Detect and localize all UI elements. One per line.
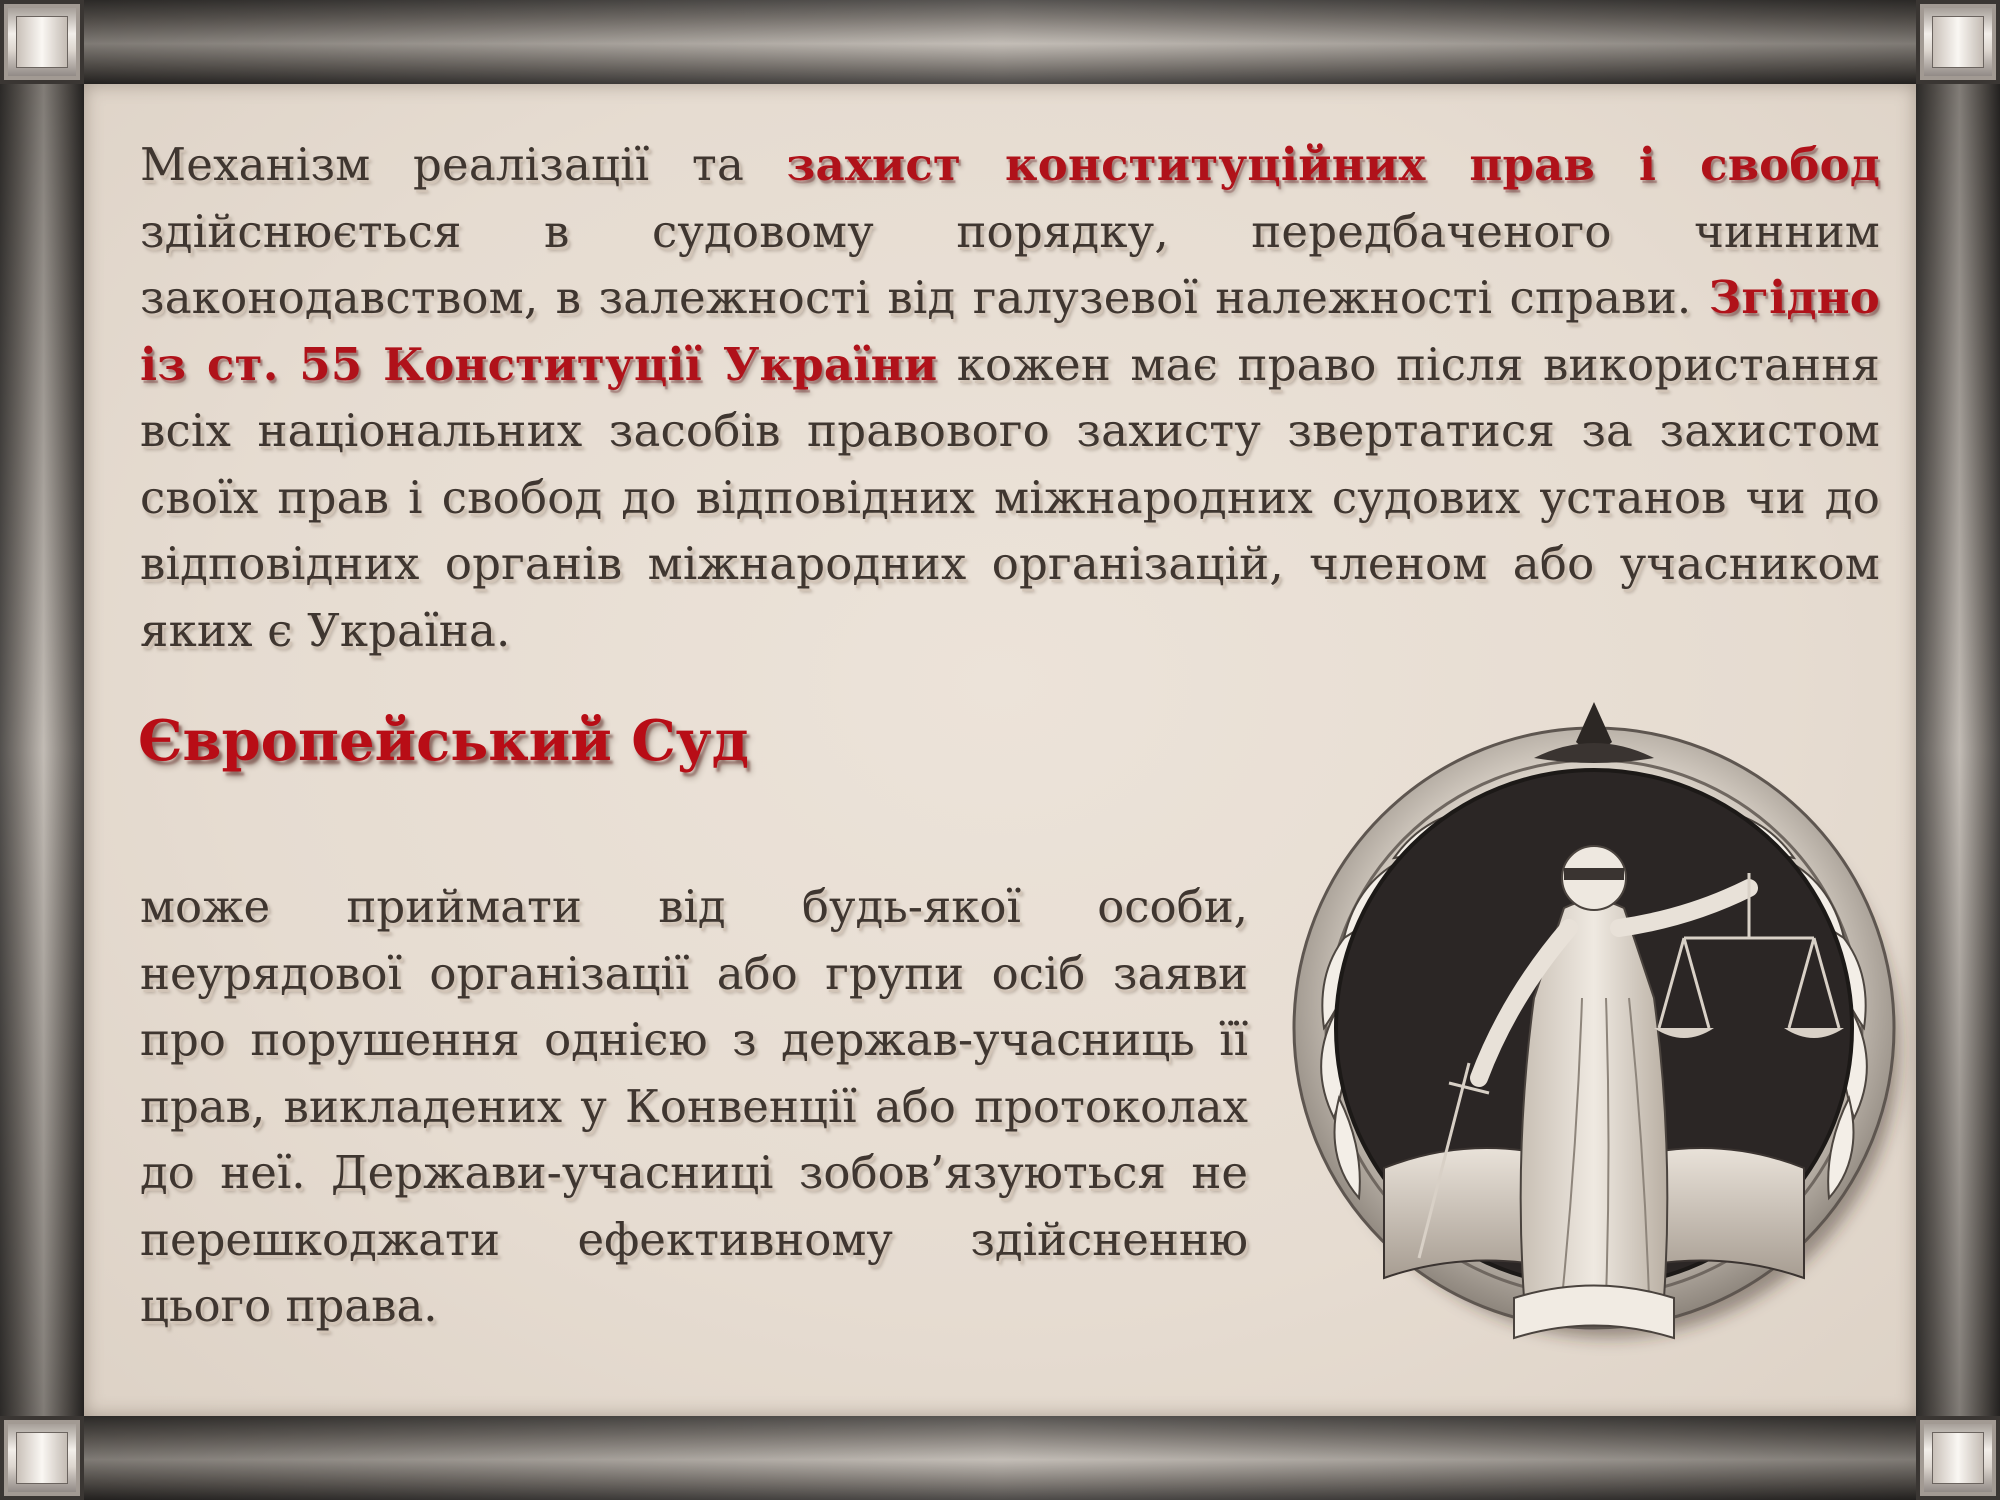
frame-left-bar — [0, 0, 84, 1500]
intro-paragraph — [140, 132, 1880, 664]
section-body: може приймати від будь-якої особи, неурядової організації або групи осіб заяви про порушення однією з держав-учасниць її прав, викладених у Конвенції або протоколах до неї. Держави-учасниці зобов’язуються не перешкоджати ефективному здійсненню цього права. — [140, 880, 1248, 1332]
lady-justice-emblem-icon — [1264, 698, 1924, 1358]
frame-corner-top-right — [1916, 0, 2000, 84]
frame-corner-bottom-right — [1916, 1416, 2000, 1500]
intro-highlight-rights-protection: захист конституційних прав і свобод — [786, 138, 1881, 191]
frame-top-bar — [0, 0, 2000, 84]
frame-corner-top-left — [0, 0, 84, 84]
intro-text-1: Механізм реалізації та — [140, 138, 787, 191]
frame-corner-bottom-left — [0, 1416, 84, 1500]
slide-panel — [84, 84, 1916, 1416]
intro-highlight-constitution-article: Згідно із ст. 55 Конституції України — [140, 271, 1880, 391]
intro-text-2: здійснюється в судовому порядку, передбаченого чинним законодавством, в залежності від галузевої належності справи. — [140, 204, 1880, 324]
frame-bottom-bar — [0, 1416, 2000, 1500]
frame-right-bar — [1916, 0, 2000, 1500]
intro-text-3: кожен має право після використання всіх національних засобів правового захисту звертатися за захистом своїх прав і свобод до відповідних міжнародних судових установ чи до відповідних органів міжнародних організацій, членом або учасником яких є Україна. — [140, 337, 1880, 657]
section-heading: Європейський Суд — [138, 708, 749, 774]
